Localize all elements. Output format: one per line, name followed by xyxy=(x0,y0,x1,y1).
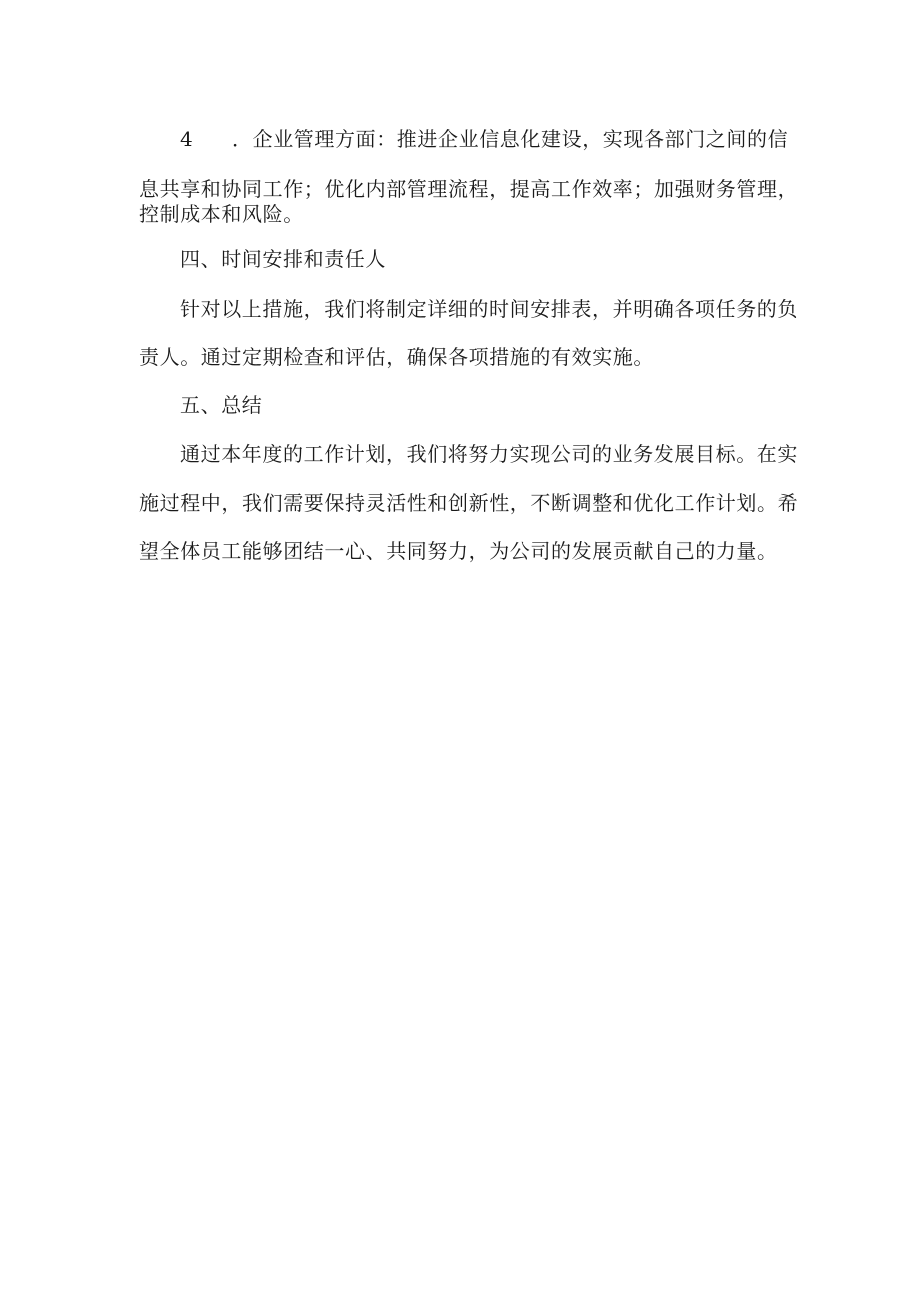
section5-line-2: 施过程中，我们需要保持灵活性和创新性，不断调整和优化工作计划。希 xyxy=(139,491,799,515)
section5-line-1: 通过本年度的工作计划，我们将努力实现公司的业务发展目标。在实 xyxy=(180,442,798,466)
item4-line-1 xyxy=(180,126,788,152)
section5-heading: 五、总结 xyxy=(180,393,263,417)
item4-line-2: 息共享和协同工作；优化内部管理流程，提高工作效率；加强财务管理， xyxy=(139,177,799,201)
section4-line-2: 责人。通过定期检查和评估，确保各项措施的有效实施。 xyxy=(139,345,654,369)
item4-line-3: 控制成本和风险。 xyxy=(139,202,304,226)
item4-text-1: ．企业管理方面：推进企业信息化建设，实现各部门之间的信 xyxy=(232,127,789,151)
section5-line-3: 望全体员工能够团结一心、共同努力，为公司的发展贡献自己的力量。 xyxy=(139,539,778,563)
item4-number: 4 xyxy=(180,127,194,151)
section4-line-1: 针对以上措施，我们将制定详细的时间安排表，并明确各项任务的负 xyxy=(180,297,798,321)
section4-heading: 四、时间安排和责任人 xyxy=(180,247,386,271)
